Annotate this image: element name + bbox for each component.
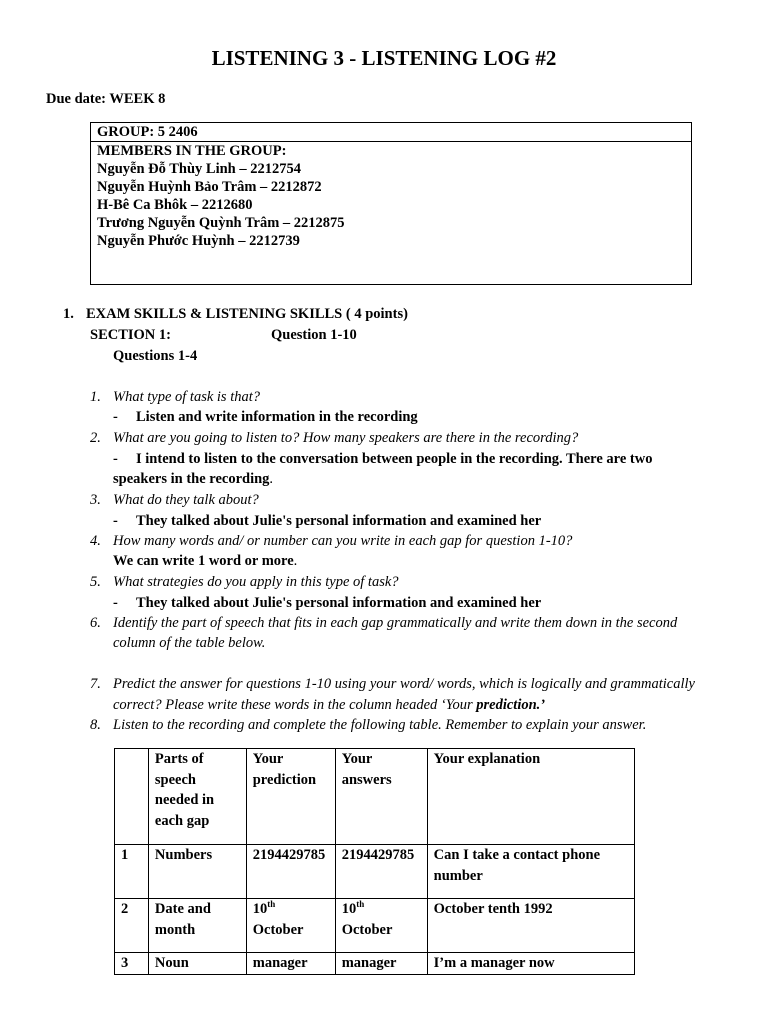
header-text: speech — [154, 771, 196, 788]
member-item: Nguyễn Đỗ Thùy Linh – 2212754 — [97, 161, 301, 177]
answer-text: speakers in the recording. — [113, 471, 274, 487]
table-cell: 3 — [115, 953, 149, 975]
cell-text: month — [154, 921, 196, 938]
question-text: What are you going to listen to? How many speakers are there in the recording? — [113, 430, 579, 446]
header-text: Your — [341, 751, 373, 767]
question-text: Predict the answer for questions 1-10 using your word/ words, which is logically and grammatically — [113, 676, 695, 692]
table-cell: 2194429785 — [246, 845, 335, 899]
table-header-cell — [427, 749, 634, 845]
question-text: What type of task is that? — [113, 389, 260, 405]
section-label: SECTION 1: — [90, 327, 171, 343]
question-number: 7. — [90, 676, 101, 692]
section-heading: EXAM SKILLS & LISTENING SKILLS ( 4 points) — [86, 306, 408, 322]
question-text: correct? Please write these words in the column headed ‘Your prediction.’ — [113, 697, 546, 713]
dash: - — [113, 595, 118, 611]
table-row — [115, 845, 635, 899]
table-cell: I’m a manager now — [427, 953, 634, 975]
question-range: Question 1-10 — [271, 327, 357, 343]
group-box — [90, 122, 692, 285]
sub-heading: Questions 1-4 — [113, 348, 198, 364]
header-text: answers — [341, 771, 392, 788]
dash: - — [113, 513, 118, 529]
header-text: Your explanation — [433, 751, 541, 767]
group-label: GROUP: 5 2406 — [91, 123, 691, 142]
members-list — [91, 142, 691, 250]
header-text: Your — [252, 751, 284, 767]
question-text: What strategies do you apply in this type of task? — [113, 574, 399, 590]
cell-text: Date and — [154, 901, 211, 917]
header-text: each gap — [154, 812, 210, 829]
member-item: Nguyễn Phước Huỳnh – 2212739 — [97, 233, 300, 249]
members-heading: MEMBERS IN THE GROUP: — [97, 143, 287, 159]
table-cell: Noun — [148, 953, 246, 975]
table-cell: October tenth 1992 — [427, 899, 634, 953]
question-number: 5. — [90, 574, 101, 590]
question-number: 4. — [90, 533, 101, 549]
table-cell: 2194429785 — [335, 845, 427, 899]
table-header-cell — [335, 749, 427, 845]
answer-text: They talked about Julie's personal information and examined her — [136, 595, 542, 611]
question-number: 1. — [90, 389, 101, 405]
question-text: column of the table below. — [113, 635, 266, 651]
question-number: 3. — [90, 492, 101, 508]
header-text: Parts of — [154, 751, 204, 767]
table-cell: manager — [335, 953, 427, 975]
question-number: 8. — [90, 717, 101, 733]
dash: - — [113, 409, 118, 425]
header-text: needed in — [154, 792, 215, 808]
cell-text: 10th — [252, 899, 276, 917]
table-cell — [335, 899, 427, 953]
section-heading-number: 1. — [63, 306, 74, 322]
table-header-cell — [246, 749, 335, 845]
question-number: 2. — [90, 430, 101, 446]
dash: - — [113, 451, 118, 467]
table-cell: 1 — [115, 845, 149, 899]
table-cell — [246, 899, 335, 953]
answer-text: Listen and write information in the recording — [136, 409, 418, 425]
question-text: How many words and/ or number can you write in each gap for question 1-10? — [113, 533, 573, 549]
cell-text: 10th — [341, 899, 365, 917]
question-text: Listen to the recording and complete the following table. Remember to explain your answer. — [113, 717, 647, 733]
document-title: LISTENING 3 - LISTENING LOG #2 — [211, 46, 557, 70]
table-cell: 2 — [115, 899, 149, 953]
table-header-cell — [115, 749, 149, 845]
answer-table — [114, 748, 635, 975]
table-header-cell — [148, 749, 246, 845]
member-item: H-Bê Ca Bhôk – 2212680 — [97, 197, 253, 213]
table-row — [115, 899, 635, 953]
answer-text: They talked about Julie's personal information and examined her — [136, 513, 542, 529]
question-text: Identify the part of speech that fits in each gap grammatically and write them down in the second — [113, 615, 678, 631]
answer-text: We can write 1 word or more. — [113, 553, 298, 569]
member-item: Trương Nguyễn Quỳnh Trâm – 2212875 — [97, 215, 345, 231]
table-cell: Numbers — [148, 845, 246, 899]
question-text: What do they talk about? — [113, 492, 259, 508]
question-number: 6. — [90, 615, 101, 631]
cell-text: October — [252, 921, 304, 938]
table-row — [115, 953, 635, 975]
due-date: Due date: WEEK 8 — [46, 91, 166, 107]
answer-text: I intend to listen to the conversation between people in the recording. There are two — [136, 451, 653, 467]
table-cell — [148, 899, 246, 953]
table-header-row — [115, 749, 635, 845]
cell-text: Can I take a contact phone — [433, 847, 601, 863]
cell-text: October — [341, 921, 393, 938]
table-cell: manager — [246, 953, 335, 975]
cell-text: number — [433, 867, 483, 884]
table-cell — [427, 845, 634, 899]
member-item: Nguyễn Huỳnh Bảo Trâm – 2212872 — [97, 179, 322, 195]
header-text: prediction — [252, 771, 317, 788]
